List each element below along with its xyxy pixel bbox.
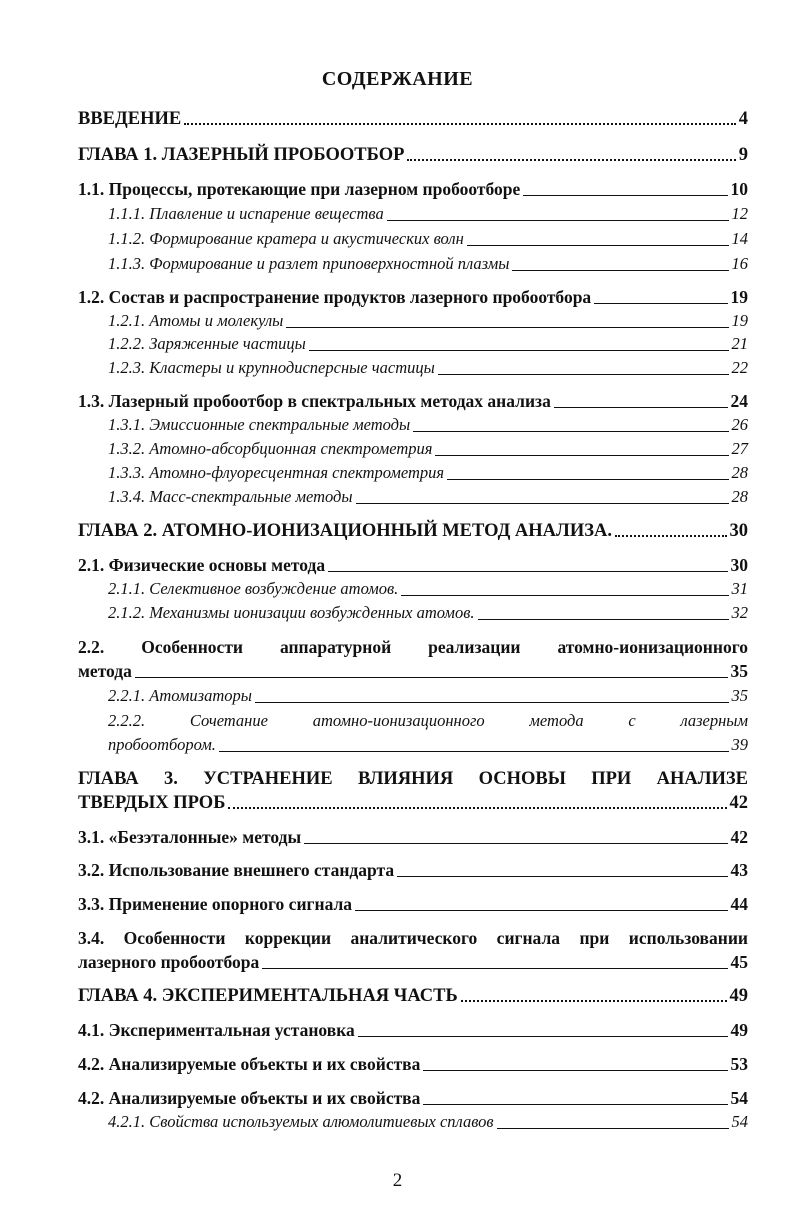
toc-page-number: 39 [731,735,748,754]
toc-page-number: 26 [731,415,748,434]
toc-entry-title: 3.4. Особенности коррекции аналитического сигнала при использовании [78,928,748,948]
toc-entry-title: 4.1. Экспериментальная установка [78,1020,355,1040]
toc-entry-title: 2.1. Физические основы метода [78,555,326,575]
toc-page-number: 32 [731,603,748,622]
toc-entry-section-2-2[interactable] [78,636,748,658]
toc-entry-title: 4.2.1. Свойства используемых алюмолитиевых сплавов [108,1112,494,1131]
toc-page-number: 12 [731,204,748,223]
toc-entry-title: ВВЕДЕНИЕ [78,109,182,129]
toc-entry-section-3-4[interactable] [78,927,748,949]
line-leader [255,701,729,703]
toc-entry-chapter-3-cont[interactable] [78,792,748,814]
line-leader [478,618,729,620]
toc-entry-title: ГЛАВА 2. АТОМНО-ИОНИЗАЦИОННЫЙ МЕТОД АНАЛИЗА. [78,521,612,541]
toc-entry-section-3-4-cont[interactable] [78,951,748,973]
dot-leader [184,122,736,125]
line-leader [304,842,727,844]
toc-entry-subsection-2-1-2[interactable] [78,602,748,624]
line-leader [397,875,727,877]
toc-entry-subsection-1-3-4[interactable] [78,486,748,508]
toc-page-number: 19 [730,287,748,307]
toc-entry-title: 2.1.1. Селективное возбуждение атомов. [108,579,399,598]
toc-entry-section-4-2-repeat[interactable] [78,1087,748,1109]
line-leader [356,502,729,504]
toc-entry-subsection-1-2-2[interactable] [78,333,748,355]
toc-page-number: 30 [729,521,748,541]
table-of-contents [78,0,748,1230]
line-leader [512,269,728,271]
toc-entry-section-1-2[interactable] [78,286,748,308]
line-leader [262,967,727,969]
line-leader [286,326,728,328]
toc-entry-introduction[interactable] [78,108,748,130]
toc-entry-title: 1.1.3. Формирование и разлет приповерхностной плазмы [108,254,510,273]
toc-page-number: 49 [729,986,748,1006]
toc-entry-title: 1.3.1. Эмиссионные спектральные методы [108,415,411,434]
toc-entry-title: 1.2.3. Кластеры и крупнодисперсные частицы [108,358,435,377]
toc-entry-title: ГЛАВА 1. ЛАЗЕРНЫЙ ПРОБООТБОР [78,145,405,165]
toc-page-number: 54 [730,1088,748,1108]
toc-entry-chapter-4[interactable] [78,985,748,1007]
toc-entry-subsection-1-1-2[interactable] [78,228,748,250]
line-leader [594,302,727,304]
toc-entry-title: 1.1.1. Плавление и испарение вещества [108,204,384,223]
toc-entry-section-1-3[interactable] [78,390,748,412]
toc-entry-title: 1.2.1. Атомы и молекулы [108,311,284,330]
toc-entry-subsection-1-3-3[interactable] [78,462,748,484]
toc-entry-subsection-4-2-1[interactable] [78,1111,748,1133]
dot-leader [407,158,735,161]
toc-page-number: 30 [730,555,748,575]
page-title: СОДЕРЖАНИЕ [321,68,474,90]
line-leader [401,594,728,596]
line-leader [355,909,727,911]
toc-page-number: 53 [730,1054,748,1074]
toc-entry-title: 1.2. Состав и распространение продуктов лазерного пробоотбора [78,287,592,307]
toc-entry-subsection-1-2-1[interactable] [78,310,748,332]
toc-entry-title: 4.2. Анализируемые объекты и их свойства [78,1088,421,1108]
line-leader [554,406,728,408]
toc-page-number: 44 [730,894,748,914]
toc-page-number: 24 [730,391,748,411]
toc-page-number: 19 [731,311,748,330]
line-leader [135,676,728,678]
toc-entry-section-2-2-cont[interactable] [78,660,748,682]
toc-entry-subsection-1-1-1[interactable] [78,203,748,225]
toc-entry-chapter-1[interactable] [78,144,748,166]
toc-entry-title-cont: ТВЕРДЫХ ПРОБ [78,793,226,813]
toc-entry-chapter-2[interactable] [78,520,748,542]
toc-entry-subsection-2-2-2[interactable] [78,710,748,732]
toc-entry-title: 1.3. Лазерный пробоотбор в спектральных методах анализа [78,391,551,411]
toc-entry-section-3-3[interactable] [78,893,748,915]
line-leader [219,750,729,752]
line-leader [467,244,729,246]
toc-entry-title: 3.2. Использование внешнего стандарта [78,860,395,880]
toc-entry-title: 1.1. Процессы, протекающие при лазерном пробоотборе [78,179,521,199]
line-leader [447,478,728,480]
line-leader [438,373,729,375]
toc-entry-title: 3.3. Применение опорного сигнала [78,894,353,914]
toc-entry-section-3-2[interactable] [78,859,748,881]
toc-entry-section-4-2[interactable] [78,1053,748,1075]
line-leader [387,219,729,221]
toc-page-number: 16 [731,254,748,273]
line-leader [413,430,728,432]
toc-page-number: 10 [730,179,748,199]
toc-page-number: 35 [730,661,748,681]
toc-entry-subsection-1-3-2[interactable] [78,438,748,460]
toc-entry-section-4-1[interactable] [78,1019,748,1041]
line-leader [435,454,728,456]
dot-leader [461,999,727,1002]
line-leader [358,1035,728,1037]
toc-page-number: 31 [731,579,748,598]
toc-entry-title: 2.2.2. Сочетание атомно-ионизационного метода с лазерным [108,711,748,730]
toc-entry-title: 1.3.3. Атомно-флуоресцентная спектрометрия [108,463,445,482]
toc-entry-chapter-3[interactable] [78,768,748,790]
toc-entry-title: ГЛАВА 4. ЭКСПЕРИМЕНТАЛЬНАЯ ЧАСТЬ [78,986,458,1006]
toc-page-number: 28 [731,487,748,506]
toc-page-number: 45 [730,952,748,972]
toc-entry-section-3-1[interactable] [78,826,748,848]
toc-page-number: 14 [731,229,748,248]
dot-leader [615,534,727,537]
toc-page-number: 4 [738,109,748,129]
toc-entry-title: 3.1. «Безэталонные» методы [78,827,302,847]
toc-page-number: 42 [729,793,748,813]
line-leader [497,1127,729,1129]
toc-entry-title-cont: пробоотбором. [108,735,216,754]
line-leader [523,194,727,196]
toc-page-number: 54 [731,1112,748,1131]
toc-page-number: 28 [731,463,748,482]
toc-entry-subsection-1-1-3[interactable] [78,253,748,275]
toc-page-number: 22 [731,358,748,377]
toc-entry-title-cont: лазерного пробоотбора [78,952,260,972]
toc-entry-title: 4.2. Анализируемые объекты и их свойства [78,1054,421,1074]
toc-entry-title: ГЛАВА 3. УСТРАНЕНИЕ ВЛИЯНИЯ ОСНОВЫ ПРИ АНАЛИЗЕ [78,769,748,789]
toc-page-number: 35 [731,686,748,705]
toc-entry-subsection-1-2-3[interactable] [78,357,748,379]
toc-page-number: 21 [731,334,748,353]
line-leader [423,1103,727,1105]
line-leader [309,349,729,351]
toc-page-number: 42 [730,827,748,847]
toc-entry-title-cont: метода [78,661,132,681]
toc-page-number: 27 [731,439,748,458]
toc-entry-title: 1.1.2. Формирование кратера и акустических волн [108,229,464,248]
toc-page-number: 49 [730,1020,748,1040]
toc-entry-subsection-1-3-1[interactable] [78,414,748,436]
toc-entry-subsection-2-2-2-cont[interactable] [78,734,748,756]
toc-entry-section-2-1[interactable] [78,554,748,576]
page-number: 2 [392,1170,403,1191]
dot-leader [228,806,726,809]
toc-entry-title: 1.2.2. Заряженные частицы [108,334,306,353]
toc-entry-title: 2.2.1. Атомизаторы [108,686,252,705]
toc-entry-section-1-1[interactable] [78,178,748,200]
line-leader [423,1069,727,1071]
toc-entry-subsection-2-2-1[interactable] [78,685,748,707]
toc-entry-title: 2.1.2. Механизмы ионизации возбужденных атомов. [108,603,475,622]
toc-entry-title: 2.2. Особенности аппаратурной реализации атомно-ионизационного [78,637,748,657]
toc-page-number: 9 [738,145,748,165]
toc-entry-subsection-2-1-1[interactable] [78,578,748,600]
toc-page-number: 43 [730,860,748,880]
toc-entry-title: 1.3.2. Атомно-абсорбционная спектрометрия [108,439,433,458]
toc-entry-title: 1.3.4. Масс-спектральные методы [108,487,353,506]
line-leader [328,570,727,572]
